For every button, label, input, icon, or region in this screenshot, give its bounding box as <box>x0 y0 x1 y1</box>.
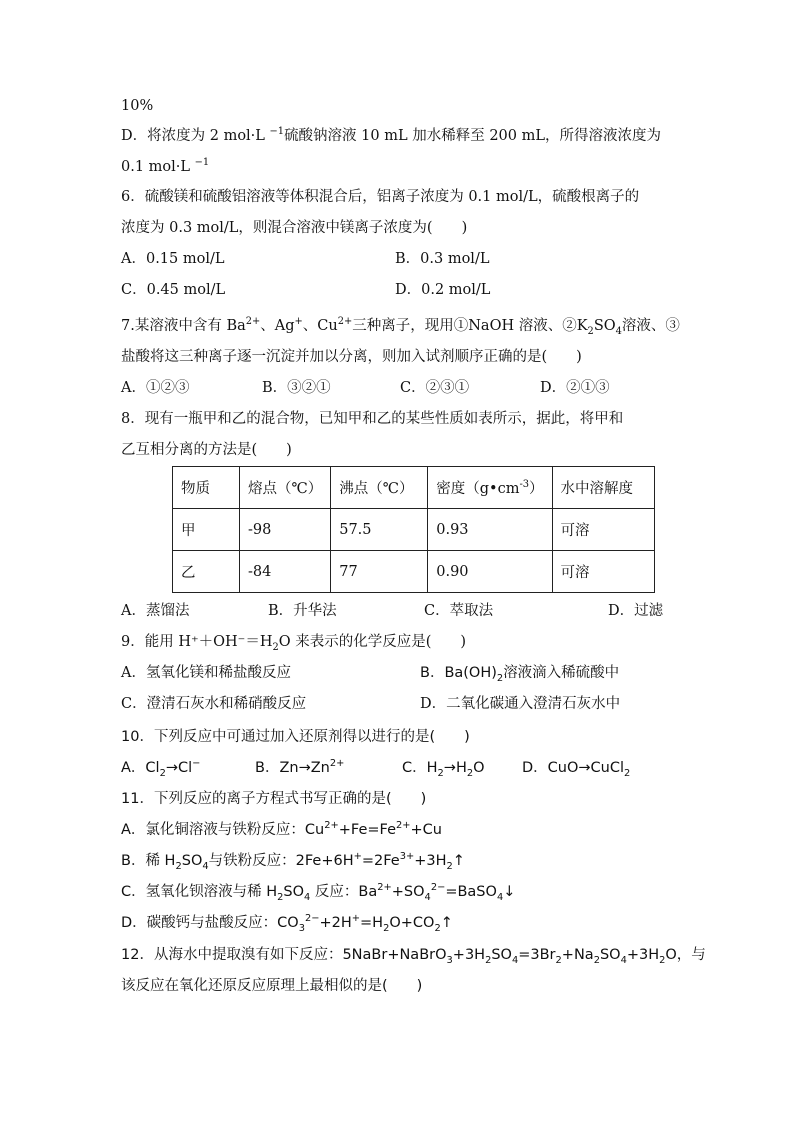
table-cell: 0.90 <box>428 551 552 593</box>
q7-option-d: D．②①③ <box>540 380 610 396</box>
table-cell: 可溶 <box>552 509 654 551</box>
table-cell: 可溶 <box>552 551 654 593</box>
table-cell: 77 <box>331 551 428 593</box>
q8-option-c: C．萃取法 <box>424 603 494 619</box>
q8-option-a: A．蒸馏法 <box>121 603 190 619</box>
table-cell: -84 <box>240 551 331 593</box>
q8-option-d: D．过滤 <box>608 603 664 619</box>
table-cell: 57.5 <box>331 509 428 551</box>
table-header-cell: 密度$(g•cm^{-3})$ <box>428 467 552 509</box>
q9-option-a: A．氢氧化镁和稀盐酸反应 <box>121 665 291 681</box>
q8-stem-1: 8．现有一瓶甲和乙的混合物，已知甲和乙的某些性质如表所示，据此，将甲和 <box>121 411 624 427</box>
table-header-cell: 水中溶解度 <box>552 467 654 509</box>
q7-stem-1: 7.某溶液中含有 $Ba^{2+}$、Ag+、$Cu^{2+}$三种离子，现用①NaOH 溶液、$②K_2SO_4$溶液、③ <box>121 316 680 337</box>
q11-option-d: D．碳酸钙与盐酸反应：$CO_3^{2-}+2H^+=H_2O+CO_2↑$ <box>121 913 453 934</box>
q10-option-b: B．$Zn\to Zn^{2+}$ <box>255 758 345 776</box>
q8-option-b: B．升华法 <box>268 603 337 619</box>
table-header-cell: 熔点（℃） <box>240 467 331 509</box>
q7-option-a: A．①②③ <box>121 380 190 396</box>
q7-stem-2: 盐酸将这三种离子逐一沉淀并加以分离，则加入试剂顺序正确的是( ) <box>121 349 582 365</box>
q8-stem-2: 乙互相分离的方法是( ) <box>121 442 292 458</box>
q11-option-a: A．氯化铜溶液与铁粉反应：$Cu^{2+}+Fe=Fe^{2+}+Cu$ <box>121 820 442 838</box>
q6-option-a: A．0.15 mol/L <box>121 251 225 267</box>
table-header-row <box>173 467 655 509</box>
q9-option-b: B．$Ba(OH)_2$溶液滴入稀硫酸中 <box>420 665 620 684</box>
q11-stem: 11．下列反应的离子方程式书写正确的是( ) <box>121 791 427 807</box>
q6-option-c: C．0.45 mol/L <box>121 282 226 298</box>
q7-option-b: B．③②① <box>262 380 331 396</box>
table-header-cell: 沸点（℃） <box>331 467 428 509</box>
table-row <box>173 551 655 593</box>
q9-option-c: C．澄清石灰水和稀硝酸反应 <box>121 696 307 712</box>
table-header-cell: 物质 <box>173 467 240 509</box>
table-cell: 乙 <box>173 551 240 593</box>
table-cell: -98 <box>240 509 331 551</box>
q10-option-d: D．CuO→CuCl$_2$ <box>522 760 631 779</box>
q9-stem: 9．能用 $H^++OH^-=H_2O$ 来表示的化学反应是( ) <box>121 634 467 653</box>
table-cell: 0.93 <box>428 509 552 551</box>
q6-option-b: B．0.3 mol/L <box>395 251 490 267</box>
q10-option-c: C．$H_2\to H_2O$ <box>402 760 485 779</box>
q10-option-a: A．$Cl_2\to Cl^-$ <box>121 758 201 779</box>
q5-cont-line: 10% <box>121 98 154 114</box>
q6-stem-2: 浓度为 0.3 mol/L，则混合溶液中镁离子浓度为( ) <box>121 220 468 236</box>
table-row <box>173 509 655 551</box>
q7-option-c: C．②③① <box>400 380 470 396</box>
q11-option-c: C．氢氧化钡溶液与稀 $H_2SO_4$ 反应：$Ba^{2+}+SO_4^{2-}=BaSO_4↓$ <box>121 882 516 903</box>
q5-option-d: D．将浓度为 2 mol·L $^{-1}$硫酸钠溶液 10 mL 加水稀释至 200 mL，所得溶液浓度为 <box>121 126 661 144</box>
q5-option-d-cont: 0.1 mol·L $^{-1}$ <box>121 157 210 175</box>
q6-stem-1: 6．硫酸镁和硫酸铝溶液等体积混合后，铝离子浓度为 0.1 mol/L，硫酸根离子的 <box>121 189 640 205</box>
q9-option-d: D．二氧化碳通入澄清石灰水中 <box>420 696 621 712</box>
properties-table <box>172 466 655 593</box>
table-cell: 甲 <box>173 509 240 551</box>
q12-stem-2: 该反应在氧化还原反应原理上最相似的是( ) <box>121 978 423 994</box>
q11-option-b: B．稀 $H_2SO_4$与铁粉反应：$2Fe+6H^+=2Fe^{3+}+3H_2↑$ <box>121 851 465 872</box>
q12-stem-1: 12．从海水中提取溴有如下反应：$5NaBr+NaBrO_3+3H_2SO_4=3Br_2+Na_2SO_4+3H_2O$，与 <box>121 947 706 966</box>
q10-stem: 10．下列反应中可通过加入还原剂得以进行的是( ) <box>121 729 470 745</box>
q6-option-d: D．0.2 mol/L <box>395 282 491 298</box>
